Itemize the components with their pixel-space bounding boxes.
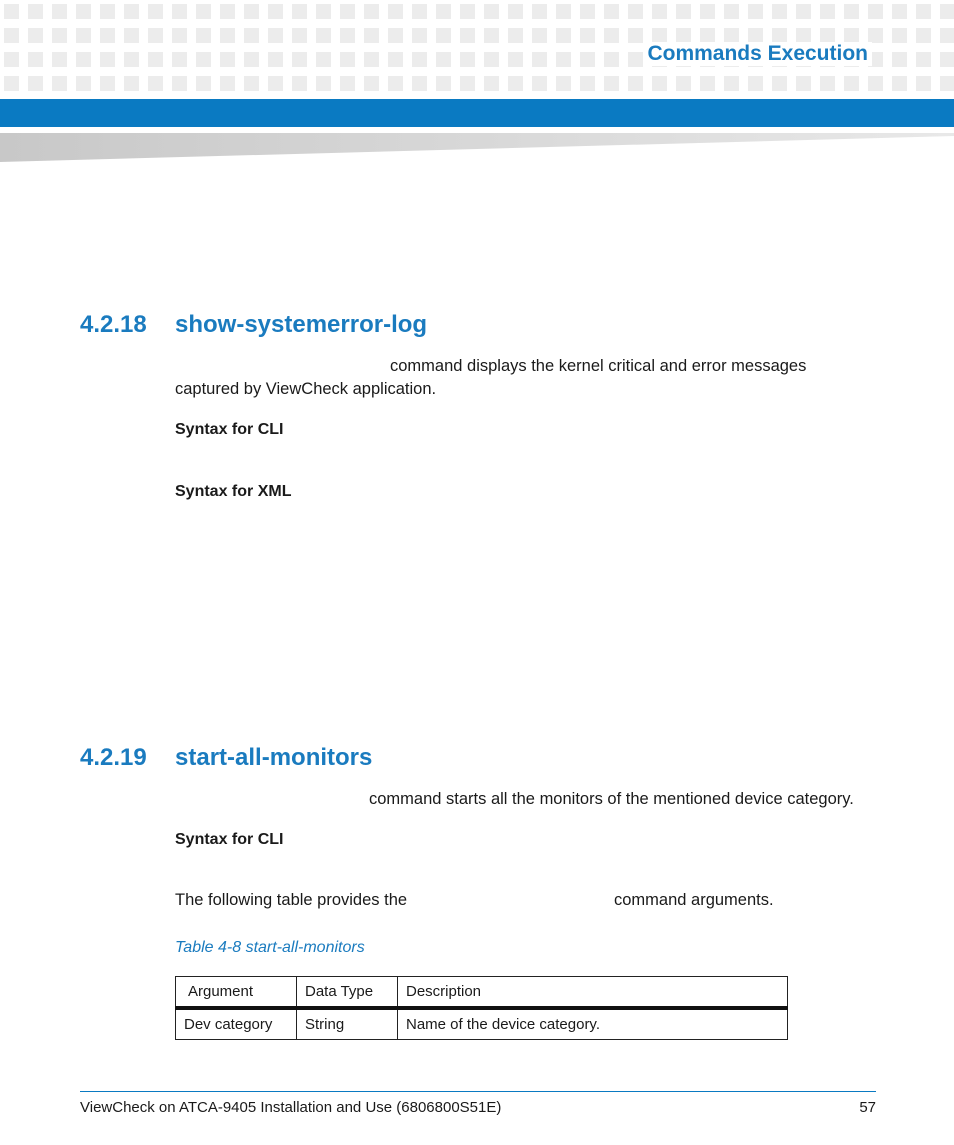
- section-heading-4-2-18: [80, 311, 427, 339]
- section-intro-line: command displays the kernel critical and error messages: [390, 357, 807, 375]
- arguments-table: [175, 976, 788, 1040]
- header-blue-bar: [0, 99, 954, 127]
- section-number: 4.2.18: [80, 311, 147, 338]
- table-header-row: [176, 977, 788, 1009]
- section-number: 4.2.19: [80, 744, 147, 771]
- table-cell: String: [297, 1008, 398, 1040]
- section-intro-line: command starts all the monitors of the mentioned device category.: [369, 790, 854, 808]
- table-cell: Name of the device category.: [398, 1008, 788, 1040]
- table-header-cell: Description: [398, 977, 788, 1009]
- section-heading-4-2-19: [80, 744, 372, 772]
- section-intro-line: captured by ViewCheck application.: [175, 380, 437, 398]
- section-title: start-all-monitors: [175, 744, 373, 771]
- table-header-cell: Data Type: [297, 977, 398, 1009]
- table-caption: Table 4-8 start-all-monitors: [175, 939, 365, 956]
- header-section-title: Commands Execution: [643, 42, 872, 66]
- syntax-cli-heading: Syntax for CLI: [175, 421, 284, 438]
- table-row: [176, 1008, 788, 1040]
- header-grey-wedge: [0, 130, 954, 164]
- footer-divider: [80, 1091, 876, 1092]
- footer-doc-title: ViewCheck on ATCA-9405 Installation and Use (6806800S51E): [80, 1099, 502, 1116]
- syntax-cli-heading: Syntax for CLI: [175, 831, 284, 848]
- table-intro-after: command arguments.: [614, 891, 774, 909]
- syntax-xml-heading: Syntax for XML: [175, 483, 292, 500]
- footer-page-number: 57: [859, 1099, 876, 1116]
- section-title: show-systemerror-log: [175, 311, 428, 338]
- table-header-cell: Argument: [176, 977, 297, 1009]
- table-intro-before: The following table provides the: [175, 891, 408, 909]
- table-cell: Dev category: [176, 1008, 297, 1040]
